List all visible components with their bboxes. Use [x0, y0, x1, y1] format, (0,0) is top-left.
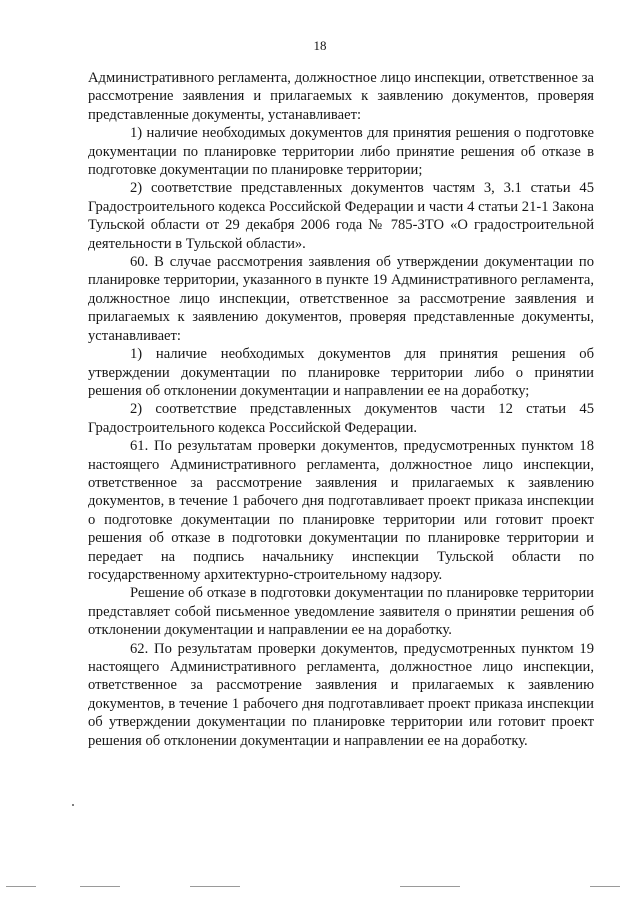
scan-edge-mark	[190, 886, 240, 887]
paragraph-60-item-2: 2) соответствие представленных документов части 12 статьи 45 Градостроительного кодекса Российской Федерации.	[88, 401, 594, 436]
paragraph-item-2: 2) соответствие представленных документов частям 3, 3.1 статьи 45 Градостроительного кодекса Российской Федерации и части 4 статьи 21-1 Закона Тульской области от 29 декабря 2006 года № 785-ЗТО «О градостроительной деятельности в Тульской области».	[88, 180, 594, 252]
scan-edge-mark	[80, 886, 120, 887]
document-body	[88, 69, 594, 750]
paragraph-continuation: Административного регламента, должностное лицо инспекции, ответственное за рассмотрение заявления и прилагаемых к заявлению документов, проверяя представленные документы, устанавливает:	[88, 70, 594, 123]
paragraph-62: 62. По результатам проверки документов, предусмотренных пунктом 19 настоящего Административного регламента, должностное лицо инспекции, ответственное за рассмотрение заявления и прилагаемых к заявлению документов, в течение 1 рабочего дня подготавливает проект приказа инспекции об утверждении документации по планировке территории или готовит проект решения об отклонении документации и направлении ее на доработку.	[88, 640, 594, 749]
paragraph-60-item-1: 1) наличие необходимых документов для принятия решения об утверждении документации по планировке территории либо о принятии решения об отклонении документации и направлении ее на доработку;	[88, 346, 594, 399]
paragraph-60: 60. В случае рассмотрения заявления об утверждении документации по планировке территории, указанного в пункте 19 Административного регламента, должностное лицо инспекции, ответственное за рассмотрение заявления и прилагаемых к заявлению документов, проверяя представленные документы, устанавливает:	[88, 254, 594, 344]
paragraph-item-1: 1) наличие необходимых документов для принятия решения о подготовке документации по планировке территории либо принятие решения об отказе в подготовке документации по планировке территории;	[88, 125, 594, 179]
paragraph-61-refusal: Решение об отказе в подготовки документации по планировке территории представляет собой письменное уведомление заявителя о принятии решения об отклонении документации и направлении ее на доработку.	[88, 585, 594, 639]
scan-edge-mark	[6, 886, 36, 887]
scan-edge-mark	[400, 886, 460, 887]
scan-edge-mark	[590, 886, 620, 887]
scan-speck	[72, 804, 74, 806]
paragraph-61: 61. По результатам проверки документов, предусмотренных пунктом 18 настоящего Административного регламента, должностное лицо инспекции, ответственное за рассмотрение заявления и прилагаемых к заявлению документов, в течение 1 рабочего дня подготавливает проект приказа инспекции о подготовке документации по планировке территории или готовит проект решения об отказе в подготовки документации по планировке территории и передает на подпись начальнику инспекции Тульской области по государственному архитектурно-строительному надзору.	[88, 438, 594, 583]
page-number: 18	[313, 38, 327, 53]
